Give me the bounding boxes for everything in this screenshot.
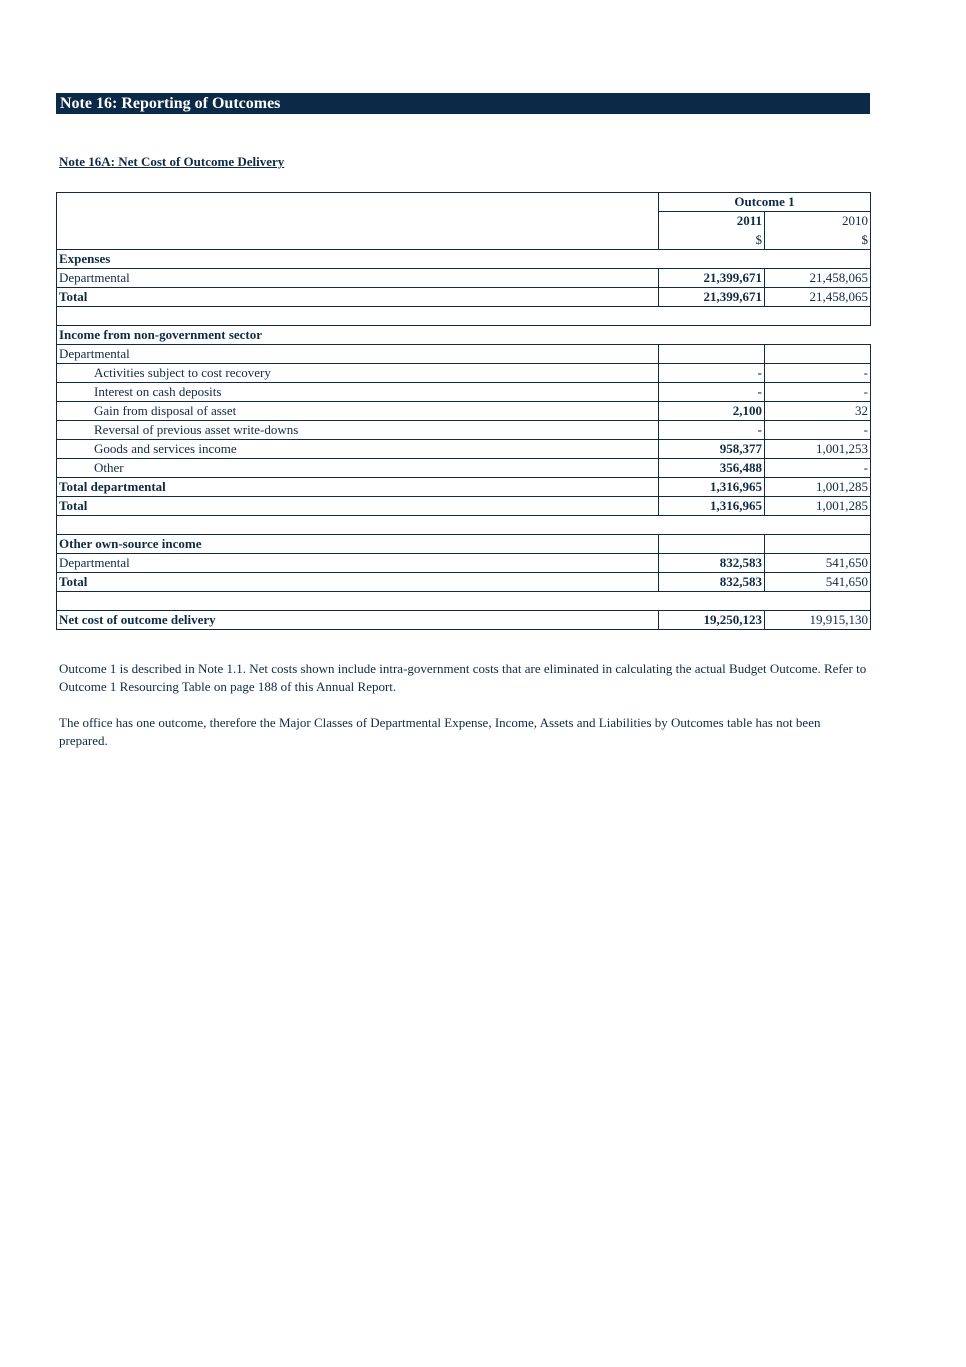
blank-header-cell bbox=[57, 212, 659, 231]
value-current: - bbox=[659, 421, 765, 440]
spacer-row bbox=[57, 592, 871, 611]
value-current: 21,399,671 bbox=[659, 269, 765, 288]
table-row bbox=[57, 288, 871, 307]
row-label: Reversal of previous asset write-downs bbox=[57, 421, 659, 440]
row-label: Activities subject to cost recovery bbox=[57, 364, 659, 383]
note-title: Note 16: Reporting of Outcomes bbox=[56, 93, 870, 114]
blank-header-cell bbox=[57, 193, 659, 212]
section-heading-row bbox=[57, 250, 871, 269]
value-prior: - bbox=[765, 421, 871, 440]
section-subheading: Note 16A: Net Cost of Outcome Delivery bbox=[59, 154, 285, 169]
net-cost-table bbox=[56, 192, 871, 630]
table-row bbox=[57, 440, 871, 459]
other-income-heading: Other own-source income bbox=[57, 535, 659, 554]
table-row bbox=[57, 269, 871, 288]
expenses-heading: Expenses bbox=[57, 250, 871, 269]
value-current: 832,583 bbox=[659, 573, 765, 592]
note-paragraph-single-outcome: The office has one outcome, therefore the Major Classes of Departmental Expense, Income, Assets and Liabilities by Outcomes table has not been prepared. bbox=[59, 715, 821, 748]
row-label: Departmental bbox=[57, 554, 659, 573]
section-heading-row bbox=[57, 326, 871, 345]
table-row bbox=[57, 554, 871, 573]
row-label: Net cost of outcome delivery bbox=[57, 611, 659, 630]
outcome-group-header: Outcome 1 bbox=[659, 193, 871, 212]
table-row bbox=[57, 573, 871, 592]
row-label: Departmental bbox=[57, 269, 659, 288]
table-row bbox=[57, 383, 871, 402]
year-prior-header: 2010 bbox=[765, 212, 871, 231]
value-prior: 1,001,285 bbox=[765, 497, 871, 516]
value-current: 356,488 bbox=[659, 459, 765, 478]
row-label: Goods and services income bbox=[57, 440, 659, 459]
income-heading: Income from non-government sector bbox=[57, 326, 871, 345]
value-prior: 1,001,253 bbox=[765, 440, 871, 459]
row-label: Total bbox=[57, 573, 659, 592]
value-prior: - bbox=[765, 459, 871, 478]
value-current: 2,100 bbox=[659, 402, 765, 421]
row-label: Total bbox=[57, 497, 659, 516]
section-heading-row bbox=[57, 535, 871, 554]
value-prior: 21,458,065 bbox=[765, 288, 871, 307]
value-current: - bbox=[659, 383, 765, 402]
table-row bbox=[57, 459, 871, 478]
value-prior: 21,458,065 bbox=[765, 269, 871, 288]
value-current: 1,316,965 bbox=[659, 478, 765, 497]
value-prior: 32 bbox=[765, 402, 871, 421]
value-prior: - bbox=[765, 383, 871, 402]
value-prior: 1,001,285 bbox=[765, 478, 871, 497]
row-label: Total bbox=[57, 288, 659, 307]
row-label: Other bbox=[57, 459, 659, 478]
net-cost-row bbox=[57, 611, 871, 630]
blank-header-cell bbox=[57, 231, 659, 250]
table-year-row bbox=[57, 212, 871, 231]
table-row bbox=[57, 421, 871, 440]
row-label: Gain from disposal of asset bbox=[57, 402, 659, 421]
value-current: 19,250,123 bbox=[659, 611, 765, 630]
row-label: Total departmental bbox=[57, 478, 659, 497]
value-current: 1,316,965 bbox=[659, 497, 765, 516]
row-label: Departmental bbox=[57, 345, 659, 364]
table-row bbox=[57, 497, 871, 516]
value-prior: 541,650 bbox=[765, 554, 871, 573]
table-row bbox=[57, 345, 871, 364]
value-current: 958,377 bbox=[659, 440, 765, 459]
table-row bbox=[57, 402, 871, 421]
value-prior: 19,915,130 bbox=[765, 611, 871, 630]
table-currency-row bbox=[57, 231, 871, 250]
table-header-row bbox=[57, 193, 871, 212]
value-current: 21,399,671 bbox=[659, 288, 765, 307]
row-label: Interest on cash deposits bbox=[57, 383, 659, 402]
value-prior: - bbox=[765, 364, 871, 383]
value-current: 832,583 bbox=[659, 554, 765, 573]
value-current: - bbox=[659, 364, 765, 383]
spacer-row bbox=[57, 307, 871, 326]
value-prior: 541,650 bbox=[765, 573, 871, 592]
table-row bbox=[57, 478, 871, 497]
year-current-header: 2011 bbox=[659, 212, 765, 231]
spacer-row bbox=[57, 516, 871, 535]
currency-current: $ bbox=[659, 231, 765, 250]
currency-prior: $ bbox=[765, 231, 871, 250]
table-row bbox=[57, 364, 871, 383]
note-paragraph-outcome: Outcome 1 is described in Note 1.1. Net costs shown include intra-government costs that are eliminated in calculating the actual Budget Outcome. Refer to Outcome 1 Resourcing Table on page 188 of this Annual Report. bbox=[59, 661, 867, 694]
